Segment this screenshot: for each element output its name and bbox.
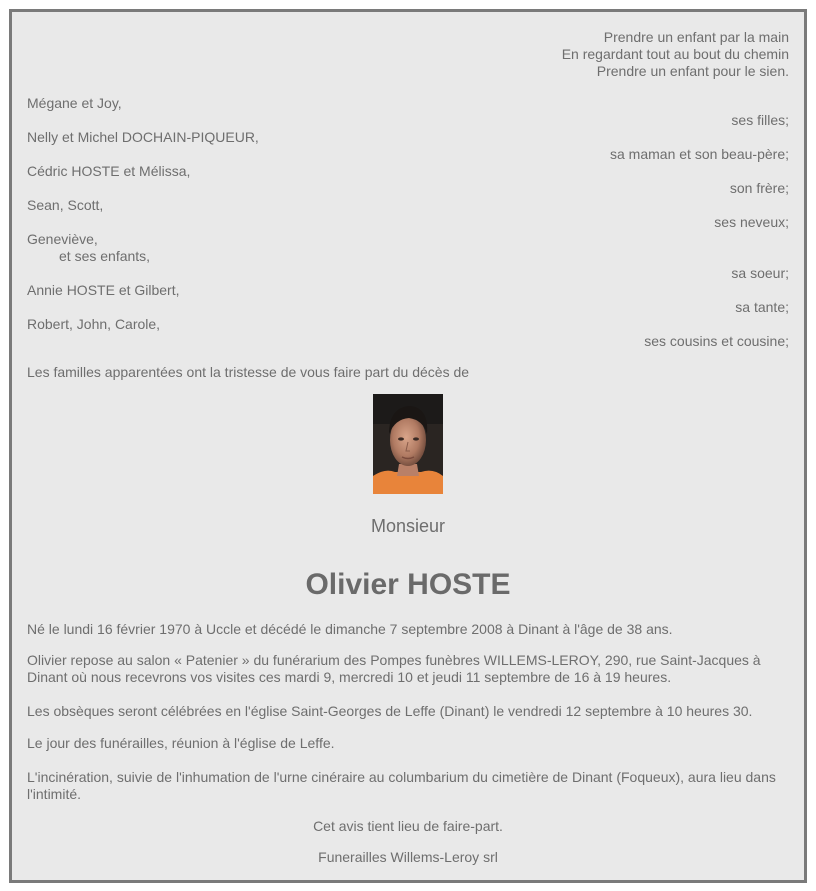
birth-death-paragraph: Né le lundi 16 février 1970 à Uccle et décédé le dimanche 7 septembre 2008 à Dinant à l'âge de 38 ans.: [27, 621, 673, 637]
visitation-paragraph: Olivier repose au salon « Patenier » du funérarium des Pompes funèbres WILLEMS-LEROY, 290, rue Saint-Jacques à Dinant où nous recevrons vos visites ces mardi 9, mercredi 10 et jeudi 11 septembre de 16 à 19 heures.: [27, 652, 761, 685]
portrait-photo: [373, 394, 443, 494]
mourner-relation: ses filles;: [731, 112, 789, 128]
poem-line-2: En regardant tout au bout du chemin: [561, 46, 789, 62]
mourner-relation: sa soeur;: [731, 265, 789, 281]
obituary-card: [9, 9, 807, 883]
funeral-paragraph: Les obsèques seront célébrées en l'église Saint-Georges de Leffe (Dinant) le vendredi 12 septembre à 10 heures 30.: [27, 703, 753, 719]
mourner-names: Annie HOSTE et Gilbert,: [27, 282, 180, 298]
mourner-relation: sa tante;: [735, 299, 789, 315]
mourner-names: Robert, John, Carole,: [27, 316, 161, 332]
mourner-names: Cédric HOSTE et Mélissa,: [27, 163, 191, 179]
mourner-relation: sa maman et son beau-père;: [610, 146, 789, 162]
footer-note: Cet avis tient lieu de faire-part.: [313, 818, 503, 834]
mourner-names: Geneviève,: [27, 231, 98, 247]
cremation-paragraph: L'incinération, suivie de l'inhumation de l'urne cinéraire au columbarium du cimetière de Dinant (Foqueux), aura lieu dans l'intimité.: [27, 769, 776, 802]
poem-line-3: Prendre un enfant pour le sien.: [596, 63, 789, 79]
mourner-names: Mégane et Joy,: [27, 95, 122, 111]
mourner-names: Nelly et Michel DOCHAIN-PIQUEUR,: [27, 129, 259, 145]
mourner-relation: ses cousins et cousine;: [644, 333, 789, 349]
mourner-names-extra: et ses enfants,: [59, 248, 151, 264]
honorific: Monsieur: [370, 516, 446, 536]
mourner-relation: ses neveux;: [714, 214, 789, 230]
gathering-paragraph: Le jour des funérailles, réunion à l'église de Leffe.: [27, 735, 335, 751]
announcement-intro: Les familles apparentées ont la tristesse de vous faire part du décès de: [27, 364, 470, 380]
mourner-relation: son frère;: [729, 180, 789, 196]
deceased-name: Olivier HOSTE: [305, 568, 511, 601]
mourner-names: Sean, Scott,: [27, 197, 104, 213]
poem-line-1: Prendre un enfant par la main: [603, 29, 789, 45]
funeral-home: Funerailles Willems-Leroy srl: [318, 849, 498, 865]
